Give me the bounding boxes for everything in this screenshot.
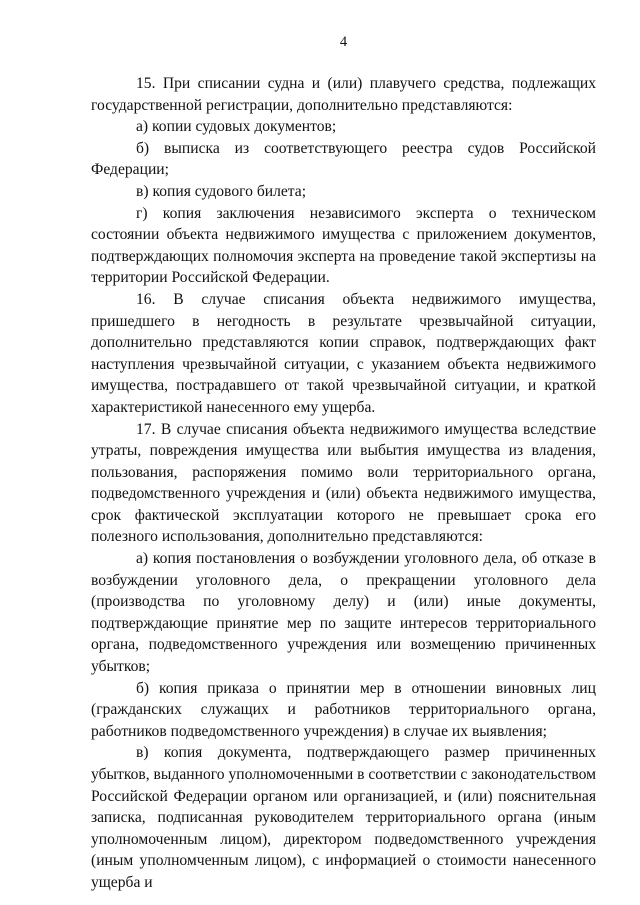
paragraph-17: 17. В случае списания объекта недвижимого имущества вследствие утраты, повреждения имущества или выбытия имущества из владения, пользования, распоряжения помимо воли территориального органа, подведомственного учреждения и (или) объекта недвижимого имущества, срок фактической эксплуатации которого не превышает срока его полезного использования, дополнительно представляются: [91, 420, 596, 546]
paragraph-15-item-a: а) копии судовых документов; [136, 118, 337, 136]
paragraph-16: 16. В случае списания объекта недвижимого имущества, пришедшего в негодность в результате чрезвычайной ситуации, дополнительно представляются копии справок, подтверждающих факт наступления чрезвычайной ситуации, с указанием объекта недвижимого имущества, пострадавшего от такой чрезвычайной ситуации, и краткой характеристикой нанесенного ему ущерба. [91, 290, 596, 416]
paragraph-15-item-g: г) копия заключения независимого эксперта о техническом состоянии объекта недвижимого имущества с приложением документов, подтверждающих полномочия эксперта на проведение такой экспертизы на территории Российской Федерации. [91, 204, 596, 287]
paragraph-15: 15. При списании судна и (или) плавучего средства, подлежащих государственной регистрации, дополнительно представляются: [91, 75, 596, 114]
paragraph-17-item-b: б) копия приказа о принятии мер в отношении виновных лиц (гражданских служащих и работников территориального органа, работников подведомственного учреждения) в случае их выявления; [91, 679, 596, 740]
paragraph-15-item-v: в) копия судового билета; [136, 182, 307, 200]
paragraph-17-item-a: а) копия постановления о возбуждении уголовного дела, об отказе в возбуждении уголовного дела, о прекращении уголовного дела (производства по уголовному делу) и (или) иные документы, подтверждающие принятие мер по защите интересов территориального органа, подведомственного учреждения или возмещению причиненных убытков; [91, 550, 596, 676]
page-number: 4 [339, 34, 348, 50]
paragraph-17-item-v: в) копия документа, подтверждающего размер причиненных убытков, выданного уполномоченными в соответствии с законодательством Российской Федерации органом или организацией, и (или) пояснительная записка, подписанная руководителем территориального органа (иным уполномоченным лицом), директором подведомственного учреждения (иным уполномченным лицом), с информацией о стоимости нанесенного ущерба и [91, 744, 596, 891]
paragraph-15-item-b: б) выписка из соответствующего реестра судов Российской Федерации; [91, 139, 596, 179]
